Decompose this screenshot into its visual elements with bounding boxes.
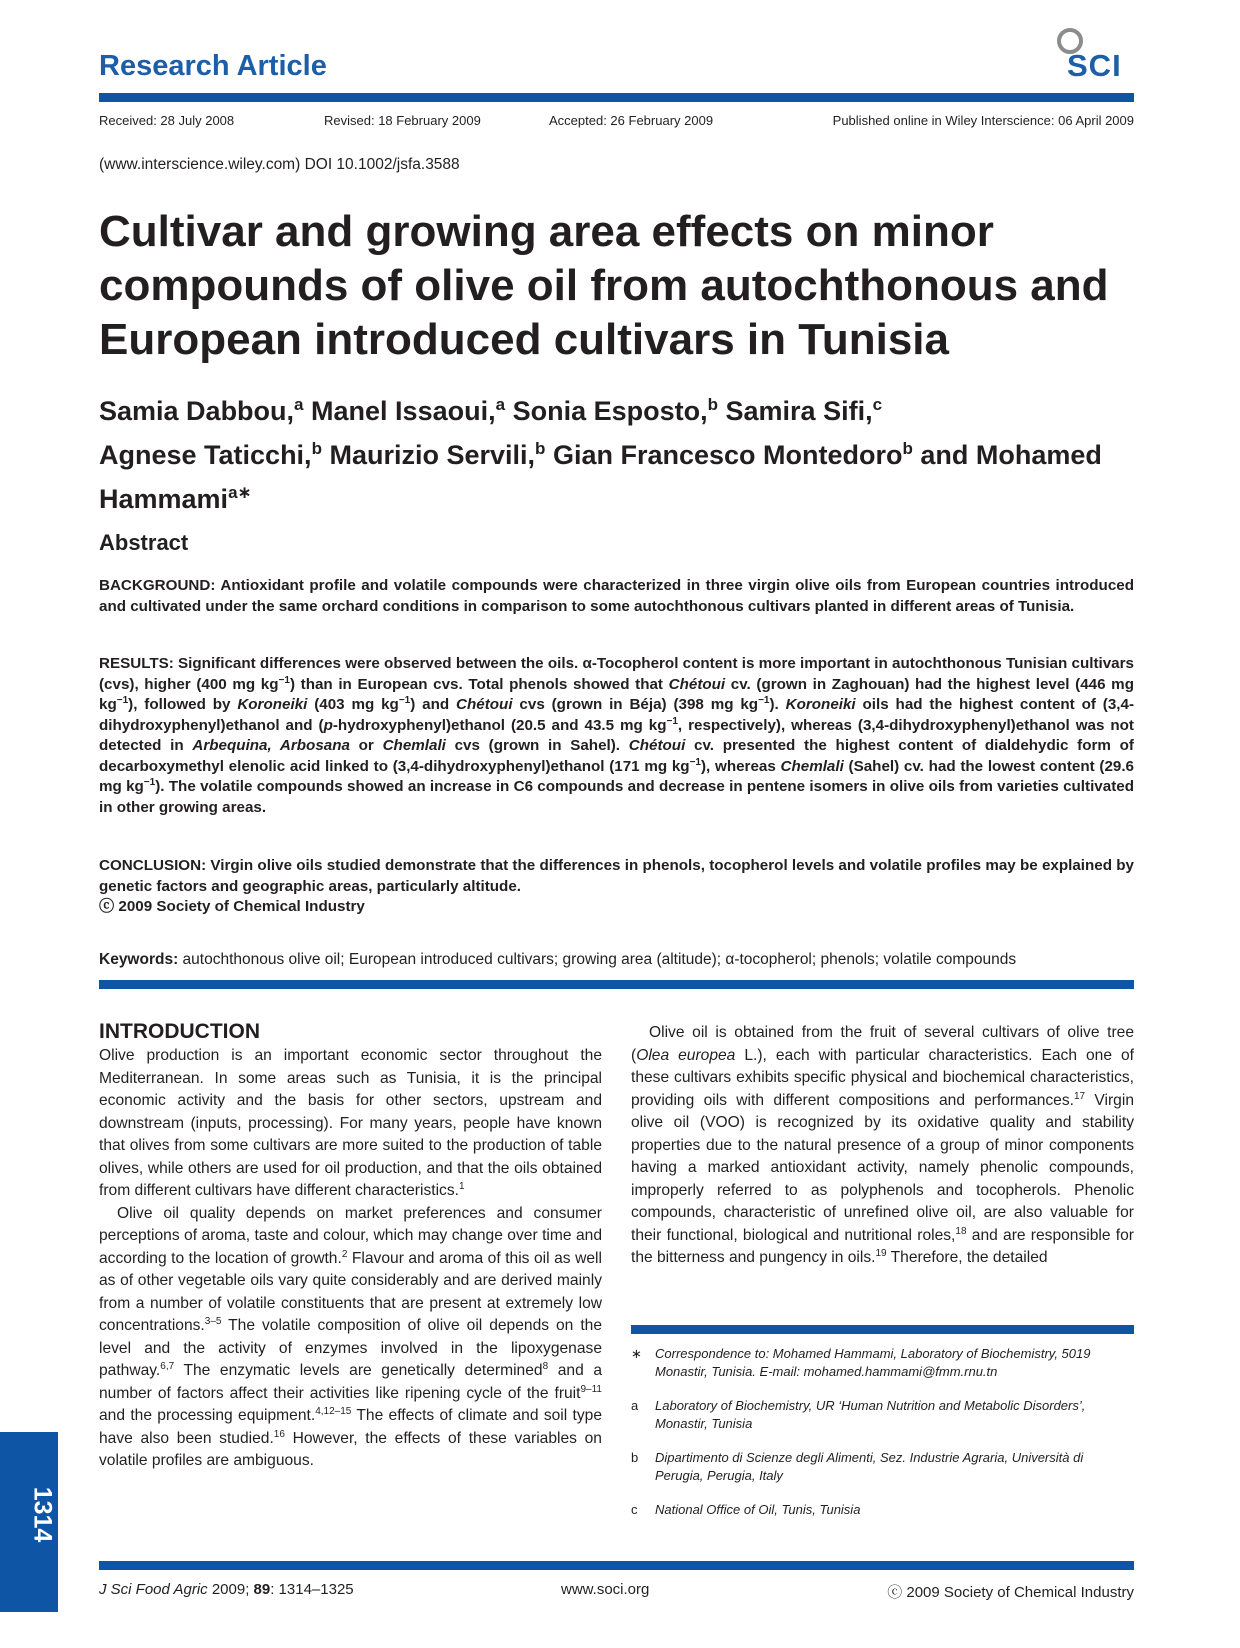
footer-copyright: ⓒ 2009 Society of Chemical Industry xyxy=(887,1584,1134,1601)
author-affiliation: c xyxy=(872,395,883,414)
logo-text: SCI xyxy=(1067,48,1122,83)
footnote-affiliation-a: a Laboratory of Biochemistry, UR ‘Human Nutrition and Metabolic Disorders’, Monastir, Tunisia xyxy=(631,1398,1086,1431)
footnote-affiliation-b: b Dipartimento di Scienze degli Alimenti, Sez. Industrie Agraria, Università di Perugia, Perugia, Italy xyxy=(631,1450,1084,1483)
intro-paragraph-3: Olive oil is obtained from the fruit of several cultivars of olive tree (Olea europea L.), each with particular characteristics. Each one of these cultivars exhibits specific physical and biochemical characteristics, providing oils with different compositions and performances.$^{17}$ Virgin olive oil (VOO) is recognized by its oxidative quality and stability properties due to the natural presence of a group of minor components having a marked antioxidant activity, namely phenolic compounds, improperly referred to as polyphenols and tocopherols. Phenolic compounds, characteristic of unrefined olive oil, are also valuable for their functional, biological and nutritional roles,$^{18}$ and are responsible for the bitterness and pungency in oils.$^{19}$ Therefore, the detailed xyxy=(631,1024,1135,1266)
dates-row xyxy=(99,113,1134,128)
footer-rule xyxy=(99,1561,1134,1570)
keywords xyxy=(99,951,1139,969)
author-affiliation: a xyxy=(495,395,506,414)
section-label: Research Article xyxy=(99,50,327,82)
sci-logo xyxy=(1057,28,1137,82)
footnote-correspondence: ∗ Correspondence to: Mohamed Hammami, Laboratory of Biochemistry, 5019 Monastir, Tunisia. E-mail: mohamed.hammami@fmm.rnu.tn xyxy=(631,1346,1091,1379)
intro-paragraph-2: Olive oil quality depends on market preferences and consumer perceptions of aroma, taste and colour, which may change over time and according to the location of growth.$^2$ Flavour and aroma of this oil as well as of other vegetable oils vary quite considerably and are derived mainly from a number of volatile constituents that are present at extremely low concentrations.$^{3-5}$ The volatile composition of olive oil depends on the level and the activity of enzymes involved in the lipoxygenase pathway.$^{6,7}$ The enzymatic levels are genetically determined$^8$ and a number of factors affect their activities like ripening cycle of the fruit$^{9-11}$ and the processing equipment.$^{4,12-15}$ The effects of climate and soil type have also been studied.$^{16}$ However, the effects of these variables on volatile profiles are ambiguous. xyxy=(99,1204,603,1469)
doi-line[interactable]: (www.interscience.wiley.com) DOI 10.1002/jsfa.3588 xyxy=(99,156,460,173)
intro-column-right xyxy=(631,1022,1134,1270)
author: Manel Issaoui, xyxy=(311,396,496,426)
received-date: Received: 28 July 2008 xyxy=(99,113,235,128)
author-affiliation: b xyxy=(535,439,546,458)
copyright-line: ⓒ 2009 Society of Chemical Industry xyxy=(99,898,365,915)
intro-column-left xyxy=(99,1045,602,1473)
page-number-tab xyxy=(0,1432,58,1612)
author-affiliation: b xyxy=(902,439,913,458)
author-list xyxy=(99,386,1139,518)
footnote-affiliation-c: c National Office of Oil, Tunis, Tunisia xyxy=(631,1502,861,1517)
accepted-date: Accepted: 26 February 2009 xyxy=(549,113,714,128)
author-affiliation: a∗ xyxy=(228,483,252,502)
intro-paragraph-1: Olive production is an important economic sector throughout the Mediterranean. In some areas such as Tunisia, it is the principal economic activity and the basis for other sectors, upstream and downstream (inputs, processing). For many years, people have known that olives from some cultivars are more suited to the production of table olives, while others are used for oil production, and that the oils obtained from different cultivars have different characteristics.$^1$ xyxy=(99,1047,602,1199)
author-affiliation: b xyxy=(311,439,322,458)
abstract-conclusion xyxy=(99,856,1134,918)
author: Maurizio Servili, xyxy=(329,440,536,470)
author: and Mohamed Hammami xyxy=(99,440,1102,514)
footnote-rule xyxy=(631,1325,1134,1334)
revised-date: Revised: 18 February 2009 xyxy=(324,113,481,128)
keywords-text: autochthonous olive oil; European introduced cultivars; growing area (altitude); α-tocopherol; phenols; volatile compounds xyxy=(178,951,1017,968)
author: Agnese Taticchi, xyxy=(99,440,312,470)
article-title: Cultivar and growing area effects on minor compounds of olive oil from autochthonous and European introduced cultivars in Tunisia xyxy=(99,207,1109,364)
abstract-heading: Abstract xyxy=(99,530,189,555)
author: Samia Dabbou, xyxy=(99,396,295,426)
page-number: 1314 xyxy=(28,1486,57,1543)
author: Samira Sifi, xyxy=(725,396,873,426)
conclusion-text: CONCLUSION: Virgin olive oils studied demonstrate that the differences in phenols, tocopherol levels and volatile profiles may be explained by genetic factors and geographic areas, particularly altitude. xyxy=(99,857,1134,895)
abstract-background: BACKGROUND: Antioxidant profile and volatile compounds were characterized in three virgin olive oils from European countries introduced and cultivated under the same orchard conditions in comparison to some autochthonous cultivars planted in different areas of Tunisia. xyxy=(99,577,1134,615)
section-rule xyxy=(99,980,1134,989)
society-url[interactable]: www.soci.org xyxy=(561,1581,650,1598)
journal-citation: J Sci Food Agric 2009; 89: 1314–1325 xyxy=(99,1581,354,1598)
author-affiliation: a xyxy=(294,395,304,414)
published-date: Published online in Wiley Interscience: 06 April 2009 xyxy=(832,113,1134,128)
intro-heading: INTRODUCTION xyxy=(99,1020,260,1043)
author-affiliation: b xyxy=(707,395,718,414)
header-rule xyxy=(99,93,1134,102)
abstract-results: RESULTS: Significant differences were observed between the oils. α-Tocopherol content is more important in autochthonous Tunisian cultivars (cvs), higher (400 mg $kg^{-1}$) than in European cvs. Total phenols showed that Chétoui cv. (grown in Zaghouan) had the highest level (446 mg $kg^{-1}$), followed by Koroneiki (403 mg $kg^{-1}$) and Chétoui cvs (grown in Béja) (398 mg $kg^{-1}$). Koroneiki oils had the highest content of (3,4-dihydroxyphenyl)ethanol and (p-hydroxyphenyl)ethanol (20.5 and 43.5 mg $kg^{-1}$, respectively), whereas (3,4-dihydroxyphenyl)ethanol was not detected in Arbequina, Arbosana or Chemlali cvs (grown in Sahel). Chétoui cv. presented the highest content of dialdehydic form of decarboxymethyl elenolic acid linked to (3,4-dihydroxyphenyl)ethanol (171 mg $kg^{-1}$), whereas Chemlali (Sahel) cv. had the lowest content (29.6 mg $kg^{-1}$). The volatile compounds showed an increase in C6 compounds and decrease in pentene isomers in olive oils from varieties cultivated in other growing areas. xyxy=(99,655,1135,816)
keywords-label: Keywords: xyxy=(99,951,179,968)
author: Sonia Esposto, xyxy=(512,396,708,426)
author: Gian Francesco Montedoro xyxy=(552,440,903,470)
